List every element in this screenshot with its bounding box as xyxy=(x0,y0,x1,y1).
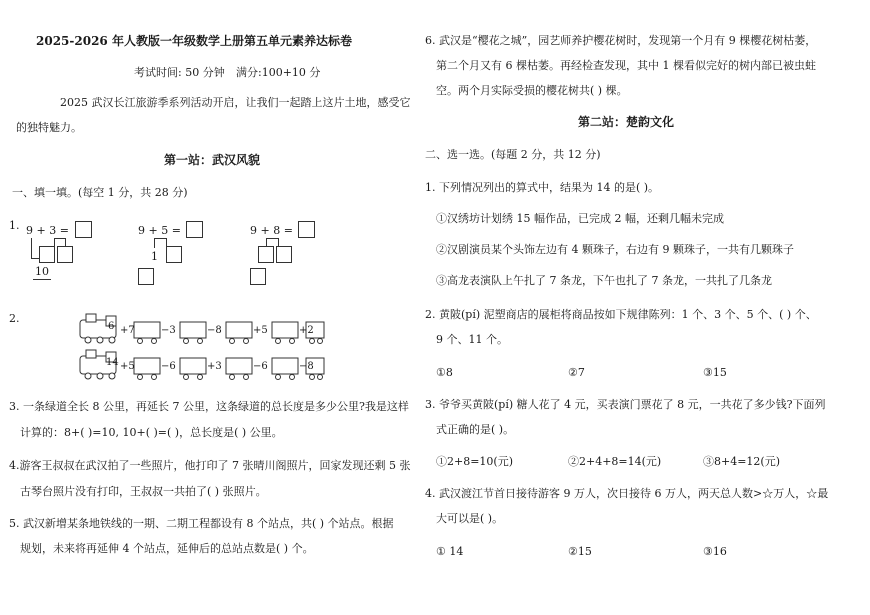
q1-answer-box-1[interactable] xyxy=(75,221,92,238)
split-line xyxy=(65,238,66,246)
split-box[interactable] xyxy=(39,246,55,263)
choice1-option-1[interactable]: ①汉绣坊计划绣 15 幅作品，已完成 2 幅，还剩几幅未完成 xyxy=(436,212,724,225)
split-box[interactable] xyxy=(138,268,154,285)
choice2-line-2: 9 个、11 个。 xyxy=(436,333,508,346)
q2-number: 2. xyxy=(9,312,20,325)
choice3-line-2: 式正确的是( )。 xyxy=(436,423,515,436)
train1-op-5: +2 xyxy=(299,325,314,336)
split-line xyxy=(54,238,55,246)
given-number-10: 10 xyxy=(35,265,49,278)
split-box[interactable] xyxy=(57,246,73,263)
q6-line-1: 6. 武汉是“樱花之城”，园艺师养护樱花树时，发现第一个月有 9 棵樱花树枯萎， xyxy=(425,34,817,47)
underline xyxy=(33,279,51,280)
split-box[interactable] xyxy=(166,246,182,263)
q3-line-1: 3. 一条绿道全长 8 公里，再延长 7 公里，这条绿道的总长度是多少公里?我是这样 xyxy=(9,400,409,413)
split-line xyxy=(266,238,267,246)
train2-op-1: +5 xyxy=(120,361,135,372)
choice4-option-2[interactable]: ②15 xyxy=(568,545,592,558)
q1-equation-2: 9 + 5 = xyxy=(138,224,181,237)
train2-op-3: +3 xyxy=(207,361,222,372)
choice3-option-1[interactable]: ①2+8=10(元) xyxy=(436,455,514,468)
choice1-question: 1. 下列情况列出的算式中，结果为 14 的是( )。 xyxy=(425,181,660,194)
choice4-line-2: 大可以是( )。 xyxy=(436,512,504,525)
intro-line-2: 的独特魅力。 xyxy=(16,121,82,134)
train2-op-2: −6 xyxy=(161,361,176,372)
train1-op-2: −3 xyxy=(161,325,176,336)
q1-number: 1. xyxy=(9,219,20,232)
intro-line-1: 2025 武汉长江旅游季系列活动开启，让我们一起踏上这片土地，感受它 xyxy=(60,96,411,109)
choice3-option-2[interactable]: ②2+4+8=14(元) xyxy=(568,455,662,468)
choice2-line-1: 2. 黄陂(pí) 泥塑商店的展柜将商品按如下规律陈列：1 个、3 个、5 个、( ) 个、 xyxy=(425,308,817,321)
split-line xyxy=(278,238,279,246)
train1-op-3: −8 xyxy=(207,325,222,336)
train1-op-1: +7 xyxy=(120,325,135,336)
choice2-option-1[interactable]: ①8 xyxy=(436,366,453,379)
q5-line-2: 规划，未来将再延伸 4 个站点，延伸后的总站点数是( ) 个。 xyxy=(20,542,314,555)
full-score: 满分:100+10 分 xyxy=(236,66,321,79)
choice3-line-1: 3. 爷爷买黄陂(pí) 糖人花了 4 元，买表演门票花了 8 元，一共花了多少钱?下面列 xyxy=(425,398,826,411)
q5-line-1: 5. 武汉新增某条地铁线的一期、二期工程都设有 8 个站点，共( ) 个站点。根据 xyxy=(9,517,394,530)
section2-heading: 二、选一选。(每题 2 分，共 12 分) xyxy=(425,148,601,161)
train2-op-5: −8 xyxy=(299,361,314,372)
split-line xyxy=(31,258,39,259)
q6-line-2: 第二个月又有 6 棵枯萎。再经检查发现，其中 1 棵看似完好的树内部已被虫蛀 xyxy=(436,59,816,72)
exam-title: 2025-2026 年人教版一年级数学上册第五单元素养达标卷 xyxy=(36,34,352,48)
split-line xyxy=(31,238,32,259)
exam-time: 考试时间: 50 分钟 xyxy=(134,66,225,79)
choice2-option-3[interactable]: ③15 xyxy=(703,366,727,379)
q6-line-3: 空。两个月实际受损的樱花树共( ) 棵。 xyxy=(436,84,628,97)
train1-start: 6 xyxy=(108,321,115,332)
choice1-option-2[interactable]: ②汉剧演员某个头饰左边有 4 颗珠子，右边有 9 颗珠子，一共有几颗珠子 xyxy=(436,243,794,256)
section1-heading: 一、填一填。(每空 1 分，共 28 分) xyxy=(12,186,188,199)
q3-line-2: 计算的：8+( )=10, 10+( )=( )，总长度是( ) 公里。 xyxy=(20,426,283,439)
choice1-option-3[interactable]: ③高龙表演队上午扎了 7 条龙，下午也扎了 7 条龙，一共扎了几条龙 xyxy=(436,274,772,287)
q1-answer-box-3[interactable] xyxy=(298,221,315,238)
choice4-line-1: 4. 武汉渡江节首日接待游客 9 万人，次日接待 6 万人，两天总人数>☆万人，☆最 xyxy=(425,487,829,500)
choice4-option-3[interactable]: ③16 xyxy=(703,545,727,558)
split-box[interactable] xyxy=(276,246,292,263)
q1-answer-box-2[interactable] xyxy=(186,221,203,238)
choice2-option-2[interactable]: ②7 xyxy=(568,366,585,379)
station1-title: 第一站：武汉风貌 xyxy=(164,153,261,167)
station2-title: 第二站：楚韵文化 xyxy=(578,115,675,129)
split-box[interactable] xyxy=(250,268,266,285)
choice4-option-1[interactable]: ① 14 xyxy=(436,545,464,558)
q4-line-1: 4.游客王叔叔在武汉拍了一些照片，他打印了 7 张晴川阁照片，回家发现还剩 5 张 xyxy=(9,459,411,472)
train1-op-4: +5 xyxy=(253,325,268,336)
q1-equation-3: 9 + 8 = xyxy=(250,224,293,237)
train2-start: 14 xyxy=(106,357,119,368)
train2-op-4: −6 xyxy=(253,361,268,372)
split-line xyxy=(154,238,155,248)
split-line xyxy=(166,238,167,246)
q4-line-2: 古琴台照片没有打印，王叔叔一共拍了( ) 张照片。 xyxy=(20,485,267,498)
split-box[interactable] xyxy=(258,246,274,263)
given-number-1: 1 xyxy=(151,250,158,263)
q1-equation-1: 9 + 3 = xyxy=(26,224,69,237)
choice3-option-3[interactable]: ③8+4=12(元) xyxy=(703,455,781,468)
